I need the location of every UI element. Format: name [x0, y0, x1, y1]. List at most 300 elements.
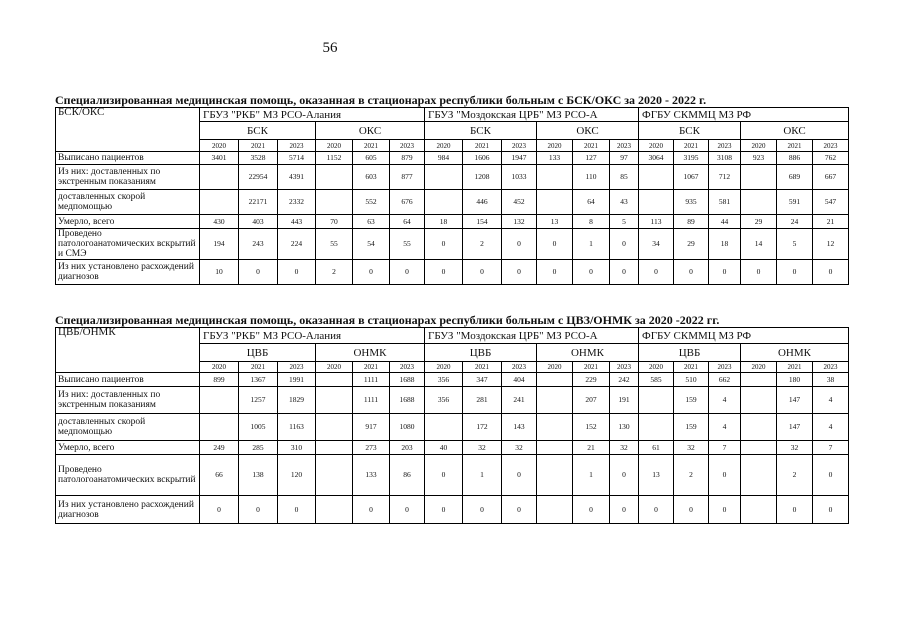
- row-label: Умерло, всего: [56, 441, 200, 455]
- table-cell: 0: [639, 496, 674, 524]
- table-cell: 138: [239, 455, 278, 496]
- table1-group-header: ОКС: [741, 122, 849, 140]
- table1: [55, 107, 849, 285]
- table-cell: 172: [463, 414, 502, 441]
- table-cell: 7: [709, 441, 741, 455]
- row-label: доставленных скорой медпомощью: [56, 190, 200, 215]
- table-cell: 605: [353, 152, 390, 165]
- table-cell: 7: [813, 441, 849, 455]
- table2-year-header: 2021: [353, 362, 390, 373]
- table-cell: 0: [777, 496, 813, 524]
- table1-group-header: ОКС: [316, 122, 425, 140]
- table-cell: 1829: [278, 387, 316, 414]
- table1-year-header: 2021: [674, 140, 709, 152]
- table1-year-header: 2023: [709, 140, 741, 152]
- table-cell: 32: [463, 441, 502, 455]
- table-cell: [537, 387, 573, 414]
- table-cell: 127: [573, 152, 610, 165]
- table-cell: 0: [353, 260, 390, 285]
- table2-group-header: ОНМК: [316, 344, 425, 362]
- row-label: Выписано пациентов: [56, 152, 200, 165]
- table-cell: 0: [573, 260, 610, 285]
- table-cell: 40: [425, 441, 463, 455]
- table1-title: Специализированная медицинская помощь, оказанная в стационарах республики больным с БСК/ОКС за 2020 - 2022 г.: [55, 93, 707, 107]
- table-row: [56, 441, 849, 455]
- table-cell: 12: [813, 229, 849, 260]
- table-cell: 21: [573, 441, 610, 455]
- table-cell: 547: [813, 190, 849, 215]
- table-cell: 4: [709, 387, 741, 414]
- table-cell: 243: [239, 229, 278, 260]
- table-cell: [425, 190, 463, 215]
- table1-year-header: 2020: [425, 140, 463, 152]
- table-cell: [639, 190, 674, 215]
- table-cell: 207: [573, 387, 610, 414]
- table-cell: [537, 190, 573, 215]
- table-cell: [741, 455, 777, 496]
- table-row: [56, 387, 849, 414]
- table1-group-header: ОКС: [537, 122, 639, 140]
- table-row: [56, 455, 849, 496]
- table1-group-header: БСК: [425, 122, 537, 140]
- table-cell: 97: [610, 152, 639, 165]
- table-cell: 1257: [239, 387, 278, 414]
- table2-year-header: 2023: [709, 362, 741, 373]
- row-label: Умерло, всего: [56, 215, 200, 229]
- table-cell: [741, 441, 777, 455]
- table-cell: 34: [639, 229, 674, 260]
- table-cell: 44: [709, 215, 741, 229]
- table-cell: 879: [390, 152, 425, 165]
- table-cell: 110: [573, 165, 610, 190]
- table-cell: [537, 165, 573, 190]
- table1-year-header: 2023: [610, 140, 639, 152]
- table1-year-header: 2020: [741, 140, 777, 152]
- table-cell: 3064: [639, 152, 674, 165]
- row-label: Из них: доставленных по экстренным показаниям: [56, 387, 200, 414]
- table-cell: 1005: [239, 414, 278, 441]
- table2-year-header: 2023: [502, 362, 537, 373]
- table-cell: 347: [463, 373, 502, 387]
- table2: [55, 327, 849, 524]
- table2-year-header: 2020: [741, 362, 777, 373]
- table-cell: 5: [610, 215, 639, 229]
- table-cell: [316, 165, 353, 190]
- table-cell: 1152: [316, 152, 353, 165]
- table-row: [56, 260, 849, 285]
- table-cell: 446: [463, 190, 502, 215]
- table-cell: [537, 496, 573, 524]
- table-row: [56, 165, 849, 190]
- table1-year-header: 2020: [639, 140, 674, 152]
- table-cell: [537, 441, 573, 455]
- table-cell: 191: [610, 387, 639, 414]
- table-cell: 676: [390, 190, 425, 215]
- table-cell: [741, 190, 777, 215]
- row-label: Из них: доставленных по экстренным показаниям: [56, 165, 200, 190]
- table-cell: 0: [639, 260, 674, 285]
- table-cell: [316, 414, 353, 441]
- table-cell: 70: [316, 215, 353, 229]
- table-cell: 159: [674, 414, 709, 441]
- table-cell: 899: [200, 373, 239, 387]
- table-cell: 0: [502, 455, 537, 496]
- table-cell: 0: [813, 260, 849, 285]
- table-cell: 712: [709, 165, 741, 190]
- table-cell: 133: [537, 152, 573, 165]
- table-cell: 18: [425, 215, 463, 229]
- table-cell: 3195: [674, 152, 709, 165]
- table-cell: 1: [573, 229, 610, 260]
- table-cell: 917: [353, 414, 390, 441]
- table-cell: 4391: [278, 165, 316, 190]
- table-cell: 0: [709, 455, 741, 496]
- table-cell: 0: [610, 455, 639, 496]
- table-cell: [741, 496, 777, 524]
- table-cell: 132: [502, 215, 537, 229]
- table1-group-header: БСК: [200, 122, 316, 140]
- table-cell: 443: [278, 215, 316, 229]
- table-cell: [741, 165, 777, 190]
- table-cell: 229: [573, 373, 610, 387]
- row-label: Проведено патологоанатомических вскрытий и СМЭ: [56, 229, 200, 260]
- table-cell: 32: [674, 441, 709, 455]
- table-cell: 0: [537, 260, 573, 285]
- table-cell: [200, 414, 239, 441]
- table-cell: 356: [425, 373, 463, 387]
- table-cell: 203: [390, 441, 425, 455]
- table-cell: 0: [674, 496, 709, 524]
- table-cell: 22171: [239, 190, 278, 215]
- table-cell: 61: [639, 441, 674, 455]
- table2-year-header: 2023: [813, 362, 849, 373]
- table-cell: 10: [200, 260, 239, 285]
- table-cell: [425, 165, 463, 190]
- table-cell: 1688: [390, 373, 425, 387]
- table1-year-header: 2023: [813, 140, 849, 152]
- table1-org-skmmc: ФГБУ СКММЦ МЗ РФ: [639, 108, 849, 122]
- table-cell: 2332: [278, 190, 316, 215]
- table2-group-header: ЦВБ: [200, 344, 316, 362]
- table2-year-header: 2023: [278, 362, 316, 373]
- table-cell: 4: [813, 414, 849, 441]
- table-cell: 552: [353, 190, 390, 215]
- table-cell: 55: [316, 229, 353, 260]
- table-cell: [741, 387, 777, 414]
- table-cell: 5: [777, 229, 813, 260]
- table-cell: 54: [353, 229, 390, 260]
- table-cell: 241: [502, 387, 537, 414]
- table-cell: 0: [390, 496, 425, 524]
- row-label: доставленных скорой медпомощью: [56, 414, 200, 441]
- table2-group-header: ОНМК: [537, 344, 639, 362]
- table2-org-rkb: ГБУЗ "РКБ" МЗ РСО-Алания: [200, 328, 425, 344]
- table-cell: 0: [573, 496, 610, 524]
- table-cell: 1033: [502, 165, 537, 190]
- table-cell: 1163: [278, 414, 316, 441]
- table1-year-header: 2020: [200, 140, 239, 152]
- table-cell: [200, 165, 239, 190]
- table-cell: 154: [463, 215, 502, 229]
- table1-year-header: 2021: [239, 140, 278, 152]
- table-cell: 242: [610, 373, 639, 387]
- table-cell: 1688: [390, 387, 425, 414]
- table-cell: 1111: [353, 373, 390, 387]
- table-cell: [316, 441, 353, 455]
- table-cell: 0: [425, 496, 463, 524]
- table-cell: 3528: [239, 152, 278, 165]
- table-cell: 0: [502, 229, 537, 260]
- table1-year-header: 2023: [390, 140, 425, 152]
- table-cell: 21: [813, 215, 849, 229]
- table2-year-header: 2021: [239, 362, 278, 373]
- table-cell: 32: [777, 441, 813, 455]
- table-cell: 1111: [353, 387, 390, 414]
- table-cell: 43: [610, 190, 639, 215]
- table-cell: 510: [674, 373, 709, 387]
- table-cell: 591: [777, 190, 813, 215]
- table2-group-header: ЦВБ: [425, 344, 537, 362]
- table-cell: 935: [674, 190, 709, 215]
- table-cell: 1208: [463, 165, 502, 190]
- table-cell: 85: [610, 165, 639, 190]
- table1-year-header: 2020: [537, 140, 573, 152]
- table2-year-header: 2020: [537, 362, 573, 373]
- table-row: [56, 190, 849, 215]
- table-cell: 1: [463, 455, 502, 496]
- table-cell: 603: [353, 165, 390, 190]
- table-cell: 64: [390, 215, 425, 229]
- table-cell: 66: [200, 455, 239, 496]
- table1-year-header: 2021: [777, 140, 813, 152]
- table-cell: [425, 414, 463, 441]
- table-row: [56, 152, 849, 165]
- table-cell: 273: [353, 441, 390, 455]
- table-row: [56, 496, 849, 524]
- table2-org-skmmc: ФГБУ СКММЦ МЗ РФ: [639, 328, 849, 344]
- table-cell: 0: [537, 229, 573, 260]
- table-cell: [200, 387, 239, 414]
- table-cell: 1991: [278, 373, 316, 387]
- table-cell: 18: [709, 229, 741, 260]
- table-cell: [200, 190, 239, 215]
- table-cell: 430: [200, 215, 239, 229]
- table-cell: 249: [200, 441, 239, 455]
- table-cell: 281: [463, 387, 502, 414]
- table-cell: 32: [610, 441, 639, 455]
- table-cell: 581: [709, 190, 741, 215]
- table-cell: 38: [813, 373, 849, 387]
- table-cell: 13: [639, 455, 674, 496]
- table-cell: 120: [278, 455, 316, 496]
- table-cell: [639, 387, 674, 414]
- row-label: Из них установлено расхождений диагнозов: [56, 260, 200, 285]
- table-cell: 0: [610, 229, 639, 260]
- row-label: Выписано пациентов: [56, 373, 200, 387]
- table-cell: [639, 414, 674, 441]
- table2-year-header: 2020: [639, 362, 674, 373]
- table-row: [56, 215, 849, 229]
- table-cell: 0: [200, 496, 239, 524]
- table2-year-header: 2021: [463, 362, 502, 373]
- table2-year-header: 2023: [390, 362, 425, 373]
- table-cell: 403: [239, 215, 278, 229]
- table-cell: 0: [463, 260, 502, 285]
- table-cell: 0: [741, 260, 777, 285]
- table-cell: 0: [278, 260, 316, 285]
- table-cell: 152: [573, 414, 610, 441]
- table-cell: 1: [573, 455, 610, 496]
- table1-year-header: 2020: [316, 140, 353, 152]
- table-cell: 2: [463, 229, 502, 260]
- table-cell: 0: [610, 260, 639, 285]
- table-cell: [537, 373, 573, 387]
- table-cell: 130: [610, 414, 639, 441]
- table-row: [56, 414, 849, 441]
- table-cell: 14: [741, 229, 777, 260]
- table2-year-header: 2023: [610, 362, 639, 373]
- table-cell: 4: [813, 387, 849, 414]
- table-cell: 0: [239, 496, 278, 524]
- row-label: Проведено патологоанатомических вскрытий: [56, 455, 200, 496]
- page-number: 56: [322, 40, 338, 56]
- table2-org-mozdok: ГБУЗ "Моздокская ЦРБ" МЗ РСО-А: [425, 328, 639, 344]
- table1-corner: БСК/ОКС: [56, 108, 200, 152]
- table-cell: 0: [239, 260, 278, 285]
- table-cell: 877: [390, 165, 425, 190]
- table-cell: 159: [674, 387, 709, 414]
- table-cell: 0: [709, 496, 741, 524]
- table2-group-header: ОНМК: [741, 344, 849, 362]
- table-cell: 133: [353, 455, 390, 496]
- table-cell: 22954: [239, 165, 278, 190]
- table2-year-header: 2021: [777, 362, 813, 373]
- table-cell: 0: [813, 496, 849, 524]
- table-cell: 29: [674, 229, 709, 260]
- table2-year-header: 2021: [573, 362, 610, 373]
- table-cell: 0: [813, 455, 849, 496]
- table2-year-header: 2020: [425, 362, 463, 373]
- table-cell: [741, 373, 777, 387]
- table-cell: 1067: [674, 165, 709, 190]
- table-cell: 2: [777, 455, 813, 496]
- table-cell: 63: [353, 215, 390, 229]
- table-cell: 310: [278, 441, 316, 455]
- table-cell: 984: [425, 152, 463, 165]
- table-cell: 0: [463, 496, 502, 524]
- table-cell: 1606: [463, 152, 502, 165]
- table-cell: 285: [239, 441, 278, 455]
- table-cell: [316, 387, 353, 414]
- table-cell: 452: [502, 190, 537, 215]
- table-cell: 0: [502, 496, 537, 524]
- table-cell: 0: [502, 260, 537, 285]
- table-cell: 13: [537, 215, 573, 229]
- table2-corner: ЦВБ/ОНМК: [56, 328, 200, 373]
- table1-group-header: БСК: [639, 122, 741, 140]
- table2-year-header: 2020: [316, 362, 353, 373]
- table-cell: 3108: [709, 152, 741, 165]
- table-cell: [741, 414, 777, 441]
- table1-year-header: 2023: [278, 140, 316, 152]
- table-cell: 224: [278, 229, 316, 260]
- table-cell: 64: [573, 190, 610, 215]
- table-cell: 29: [741, 215, 777, 229]
- table-cell: 143: [502, 414, 537, 441]
- table-cell: 0: [610, 496, 639, 524]
- table1-year-header: 2023: [502, 140, 537, 152]
- table-cell: 4: [709, 414, 741, 441]
- table-cell: 3401: [200, 152, 239, 165]
- table-cell: 0: [278, 496, 316, 524]
- table-cell: 2: [316, 260, 353, 285]
- table-cell: 147: [777, 387, 813, 414]
- table-cell: 0: [674, 260, 709, 285]
- table-cell: [316, 455, 353, 496]
- table-cell: 662: [709, 373, 741, 387]
- table-cell: 8: [573, 215, 610, 229]
- table-cell: [537, 414, 573, 441]
- table-cell: 180: [777, 373, 813, 387]
- table-cell: 886: [777, 152, 813, 165]
- table-cell: [639, 165, 674, 190]
- table-cell: 923: [741, 152, 777, 165]
- table-cell: 689: [777, 165, 813, 190]
- table-cell: 194: [200, 229, 239, 260]
- table-cell: 0: [425, 455, 463, 496]
- row-label: Из них установлено расхождений диагнозов: [56, 496, 200, 524]
- table1-org-mozdok: ГБУЗ "Моздокская ЦРБ" МЗ РСО-А: [425, 108, 639, 122]
- table-cell: 0: [777, 260, 813, 285]
- table-cell: [537, 455, 573, 496]
- table1-year-header: 2021: [353, 140, 390, 152]
- table-cell: [316, 190, 353, 215]
- table-row: [56, 373, 849, 387]
- table-cell: 5714: [278, 152, 316, 165]
- table-cell: 86: [390, 455, 425, 496]
- table-cell: 0: [353, 496, 390, 524]
- table1-year-header: 2021: [463, 140, 502, 152]
- table2-year-header: 2021: [674, 362, 709, 373]
- table2-group-header: ЦВБ: [639, 344, 741, 362]
- table2-title: Специализированная медицинская помощь, оказанная в стационарах республики больным с ЦВЗ/ОНМК за 2020 -2022 гг.: [55, 313, 720, 327]
- table-cell: 89: [674, 215, 709, 229]
- table-cell: 55: [390, 229, 425, 260]
- table-cell: 0: [709, 260, 741, 285]
- table-cell: 0: [425, 260, 463, 285]
- table-cell: 585: [639, 373, 674, 387]
- table-cell: [316, 496, 353, 524]
- table2-year-header: 2020: [200, 362, 239, 373]
- table-cell: 147: [777, 414, 813, 441]
- table-cell: 762: [813, 152, 849, 165]
- table-cell: 667: [813, 165, 849, 190]
- table-cell: 404: [502, 373, 537, 387]
- table-cell: 0: [425, 229, 463, 260]
- table-cell: 0: [390, 260, 425, 285]
- table-cell: 24: [777, 215, 813, 229]
- table1-year-header: 2021: [573, 140, 610, 152]
- table1-org-rkb: ГБУЗ "РКБ" МЗ РСО-Алания: [200, 108, 425, 122]
- table-cell: 1947: [502, 152, 537, 165]
- table-cell: 32: [502, 441, 537, 455]
- table-cell: 1080: [390, 414, 425, 441]
- table-cell: [316, 373, 353, 387]
- table-cell: 356: [425, 387, 463, 414]
- table-row: [56, 229, 849, 260]
- table-cell: 113: [639, 215, 674, 229]
- table-cell: 1367: [239, 373, 278, 387]
